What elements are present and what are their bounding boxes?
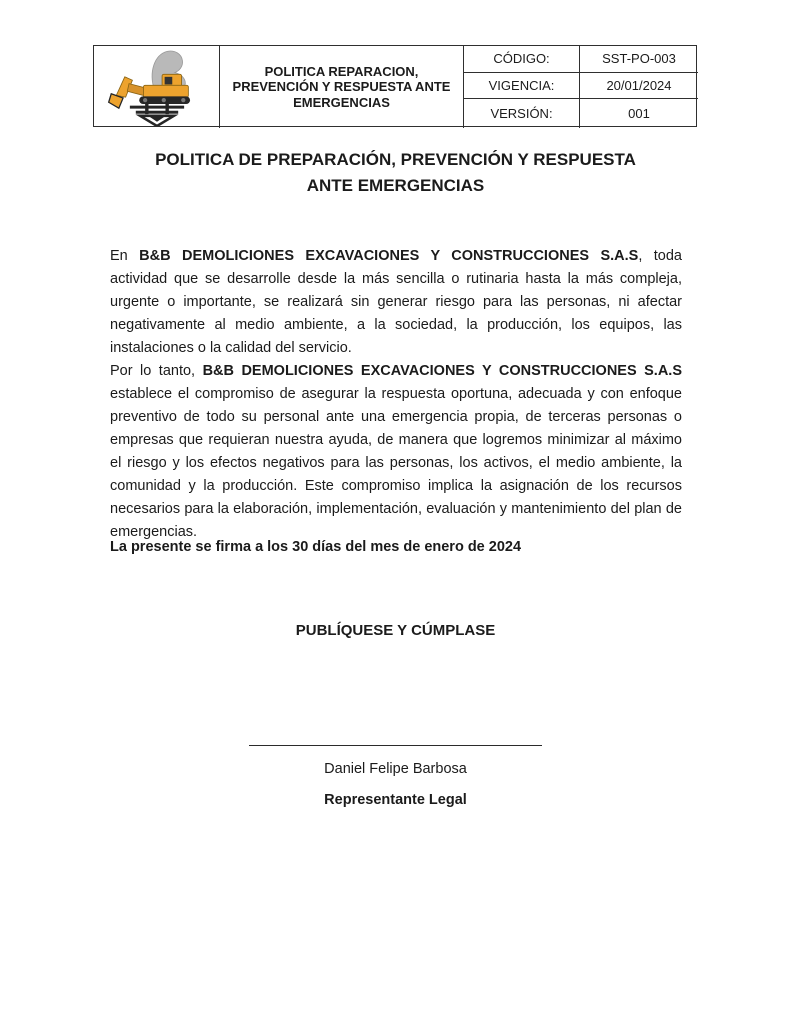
field-label-version: VERSIÓN: <box>463 98 579 128</box>
page-title <box>0 147 791 199</box>
header-document-title: POLITICA REPARACION, PREVENCIÓN Y RESPUESTA ANTE EMERGENCIAS <box>219 46 463 128</box>
text-segment: establece el compromiso de asegurar la respuesta oportuna, adecuada y con enfoque preventivo de todo su personal ante una emergencia propia, de terceras personas o empresas que requieran nuestra ayuda, de manera que logremos minimizar al máximo el riesgo y los efectos negativos para las personas, los activos, el medio ambiente, la comunidad y la producción. Este compromiso implica la asignación de los recursos necesarios para la elaboración, implementación, evaluación y mantenimiento del plan de emergencias. <box>110 386 682 540</box>
page-title-line-1: POLITICA DE PREPARACIÓN, PREVENCIÓN Y RESPUESTA <box>155 150 636 169</box>
policy-paragraph-2 <box>110 360 682 544</box>
excavator-logo-icon <box>106 48 208 126</box>
header-table <box>93 45 697 127</box>
field-value-vigencia: 20/01/2024 <box>579 72 698 98</box>
text-segment: Por lo tanto, <box>110 363 203 379</box>
text-segment: B&B DEMOLICIONES EXCAVACIONES Y CONSTRUCCIONES S.A.S <box>139 248 639 264</box>
text-segment: B&B DEMOLICIONES EXCAVACIONES Y CONSTRUCCIONES S.A.S <box>202 363 682 379</box>
signing-statement: La presente se firma a los 30 días del mes de enero de 2024 <box>110 539 522 555</box>
field-value-version: 001 <box>579 98 698 128</box>
text-segment: En <box>110 248 140 264</box>
field-label-vigencia: VIGENCIA: <box>463 72 579 98</box>
field-label-codigo: CÓDIGO: <box>463 46 579 72</box>
text-segment: , toda actividad que se desarrolle desde la más sencilla o rutinaria hasta la más compleja, urgente o importante, se realizará sin generar riesgo para las personas, ni afectar negativamente al medio ambiente, a la sociedad, la producción, los equipos, las instalaciones o la calidad del servicio. <box>110 248 683 356</box>
policy-paragraph-1 <box>110 245 682 360</box>
logo-cell <box>94 46 219 128</box>
page-title-line-2: ANTE EMERGENCIAS <box>306 176 485 195</box>
signatory-role: Representante Legal <box>324 792 467 808</box>
signatory-name: Daniel Felipe Barbosa <box>324 761 467 777</box>
publish-line: PUBLÍQUESE Y CÚMPLASE <box>295 622 496 639</box>
signature-line <box>249 745 542 746</box>
field-value-codigo: SST-PO-003 <box>579 46 698 72</box>
